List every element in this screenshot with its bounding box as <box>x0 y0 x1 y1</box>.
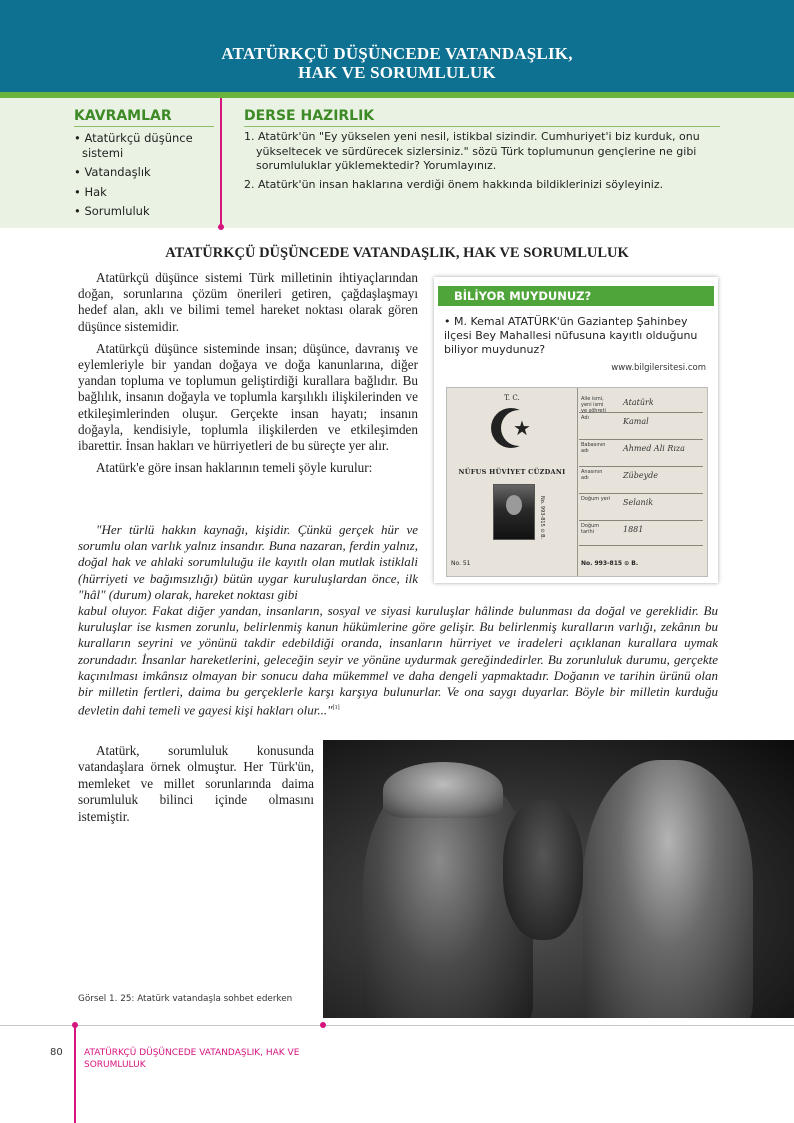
body-paragraph-responsibility: Atatürk, sorumluluk konusunda vatandaşlara örnek olmuştur. Her Türk'ün, memleket ve millet sorunlarında daima sorumluluk bilinci içinde olmasını istemiştir. <box>78 743 314 824</box>
id-field-value: Atatürk <box>623 398 654 407</box>
did-you-know-text: • M. Kemal ATATÜRK'ün Gaziantep Şahinbey ilçesi Bey Mahallesi nüfusuna kayıtlı olduğunu biliyor muydunuz? <box>444 315 698 356</box>
id-field-row <box>579 394 703 413</box>
id-field-row <box>579 467 703 494</box>
id-card-tc: T. C. <box>504 394 520 402</box>
id-field-label: Adı <box>581 415 589 421</box>
did-you-know-box <box>434 277 718 583</box>
page-number: 80 <box>50 1047 63 1058</box>
id-field-value: Kamal <box>623 417 649 426</box>
identity-card-image <box>446 387 708 577</box>
kavram-item: • Sorumluluk <box>74 204 150 218</box>
body-text-column <box>78 270 418 476</box>
footer-rule <box>322 1025 794 1026</box>
kavram-item: • Vatandaşlık <box>74 165 151 179</box>
id-card-number: No. 993-815 ⊙ B. <box>581 560 639 567</box>
footer-dot <box>320 1022 326 1028</box>
id-field-label: Aile ismi, yeni ismi ve şöhreti <box>581 396 606 414</box>
derse-hazirlik-underline <box>244 126 720 127</box>
footnote-mark: [1] <box>332 705 340 712</box>
photo-caption: Görsel 1. 25: Atatürk vatandaşla sohbet ederken <box>78 994 293 1004</box>
derse-hazirlik-list <box>244 130 764 196</box>
id-field-value: 1881 <box>623 525 644 534</box>
derse-hazirlik-heading: DERSE HAZIRLIK <box>244 108 375 124</box>
kavramlar-heading: KAVRAMLAR <box>74 108 172 124</box>
did-you-know-header <box>438 286 714 306</box>
ders-question: 1. Atatürk'ün "Ey yükselen yeni nesil, istikbal sizindir. Cumhuriyet'i biz kurduk, onu yükseltecek ve sürdürecek sizlersiniz." sözü Türk toplumunun gençlerine ne gibi sorumluluklar yüklemektedir? Yorumlayınız. <box>244 130 700 172</box>
ders-question: 2. Atatürk'ün insan haklarına verdiği önem hakkında bildiklerinizi söyleyiniz. <box>244 177 664 191</box>
id-card-photo <box>493 484 535 540</box>
id-field-label: Doğum tarihi <box>581 523 600 535</box>
id-field-label: Babasının adı <box>581 442 606 454</box>
kavramlar-underline <box>74 126 214 127</box>
quote-paragraph-start: "Her türlü hakkın kaynağı, kişidir. Çünkü gerçek hür ve sorumlu olan varlık yalnız insandır. Buna nazaran, ferdin yalnız, doğal hak ve ahlaki sorumluluğu ile kayıtlı olan mutlak istiklali (hürriyeti ve bağımsızlığı) bütün uygar kuruluşlardan önce, ilk "hâl" (durum) olarak, hareket noktası gibi <box>78 522 418 602</box>
id-field-row <box>579 440 703 467</box>
id-field-row <box>579 494 703 521</box>
footer-rule <box>0 1025 322 1026</box>
source-url: www.bilgilersitesi.com <box>611 363 706 373</box>
divider-dot <box>218 224 224 230</box>
id-card-side-number: No. 993-815 ⊙ B. <box>539 496 545 540</box>
photo-figure-background <box>503 800 583 940</box>
body-paragraph: Atatürkçü düşünce sistemi Türk milletinin ihtiyaçlarından doğan, sorunlarına çözüm önerileri getiren, çağdaşlaşmayı hedef alan, aklı ve bilimi temel hareket noktası olarak gören düşünce sistemidir. <box>78 270 418 334</box>
body-paragraph: Atatürkçü düşünce sisteminde insan; düşünce, davranış ve eylemleriyle bir yandan doğaya ve doğa kanunlarına, diğer yandan topluma ve toplumun geliştirdiği kurallara bağlıdır. Bu bağlılık, insanın doğayla ve toplumla karşılıklı ilişkilerinden ve etkileşimlerinden oluşur. Gerçekte insan hayatı; insanın doğayla, kendisiyle, toplumla ilişkilerden ve etkileşimden ibarettir. İnsan hakları ve hürriyetleri de bu süreçte yer alır. <box>78 340 418 454</box>
id-field-row <box>579 521 703 546</box>
quote-text: kabul oluyor. Fakat diğer yandan, insanların, sosyal ve siyasi kuruluşlar hâlinde bulunması da doğal ve gereklidir. Bu kuruluşlar ise kısmen zorunlu, belirlenmiş kanun hükümlerine göre gelişir. Bu belirlenmiş kuralların varlığı, zekânın bu kuralların seyrini ve yönünü takdir edebildiği oranda, insanların hürriyet ve iradeleri açıklanan kurallara uymak zorundadır. İnsanlar hareketlerini, geleceğin seyir ve yönüne uydurmak gereğindedirler. Bu zorunluluk durumu, gerçekte kaçınılması imkânsız olmayan bir sonucu daha mükemmel ve daha dengeli yapmaktadır. Doğanın ve tarihin ürünü olan bir milletin fertleri, daima bu gerçeklerle karşı karşıya bulunurlar. Ve ona saygı duyarlar. Böyle bir milletin kurduğu devletin dahi temeli ve gayesi kişi hakları olur..." <box>78 603 718 718</box>
kavram-item: • Hak <box>74 184 107 199</box>
id-field-value: Selanik <box>623 498 654 507</box>
chapter-header <box>0 0 794 92</box>
body-paragraph: Atatürk'e göre insan haklarının temeli şöyle kurulur: <box>96 460 373 476</box>
section-title: ATATÜRKÇÜ DÜŞÜNCEDE VATANDAŞLIK, HAK VE SORUMLULUK <box>165 245 629 261</box>
id-card-fields <box>579 394 703 546</box>
historic-photo <box>323 740 794 1018</box>
id-field-row <box>579 413 703 440</box>
photo-figure-cap <box>383 762 503 818</box>
photo-figure-ataturk <box>583 760 753 1018</box>
id-field-label: Doğum yeri <box>581 496 611 502</box>
quote-paragraph-continued <box>78 603 718 719</box>
id-field-label: Anasının adı <box>581 469 603 481</box>
chapter-title-line1: ATATÜRKÇÜ DÜŞÜNCEDE VATANDAŞLIK, <box>221 44 573 63</box>
chapter-title <box>0 44 794 82</box>
star-icon: ★ <box>513 416 531 440</box>
panel-divider <box>220 98 222 228</box>
did-you-know-heading: BİLİYOR MUYDUNUZ? <box>454 289 592 303</box>
chapter-title-line2: HAK VE SORUMLULUK <box>298 63 496 82</box>
id-card-title: NÜFUS HÜVİYET CÜZDANI <box>458 468 566 476</box>
portrait-face <box>506 495 522 515</box>
footer-chapter-title: ATATÜRKÇÜ DÜŞÜNCEDE VATANDAŞLIK, HAK VE SORUMLULUK <box>84 1048 300 1070</box>
id-field-value: Zübeyde <box>623 471 658 480</box>
id-field-value: Ahmed Ali Rıza <box>623 444 685 453</box>
footer-divider <box>74 1027 76 1123</box>
id-card-cover <box>447 388 578 576</box>
id-card-number-left: No. 51 <box>451 560 471 567</box>
kavram-item: • Atatürkçü düşünce sistemi <box>74 131 193 160</box>
kavramlar-list <box>74 131 214 224</box>
